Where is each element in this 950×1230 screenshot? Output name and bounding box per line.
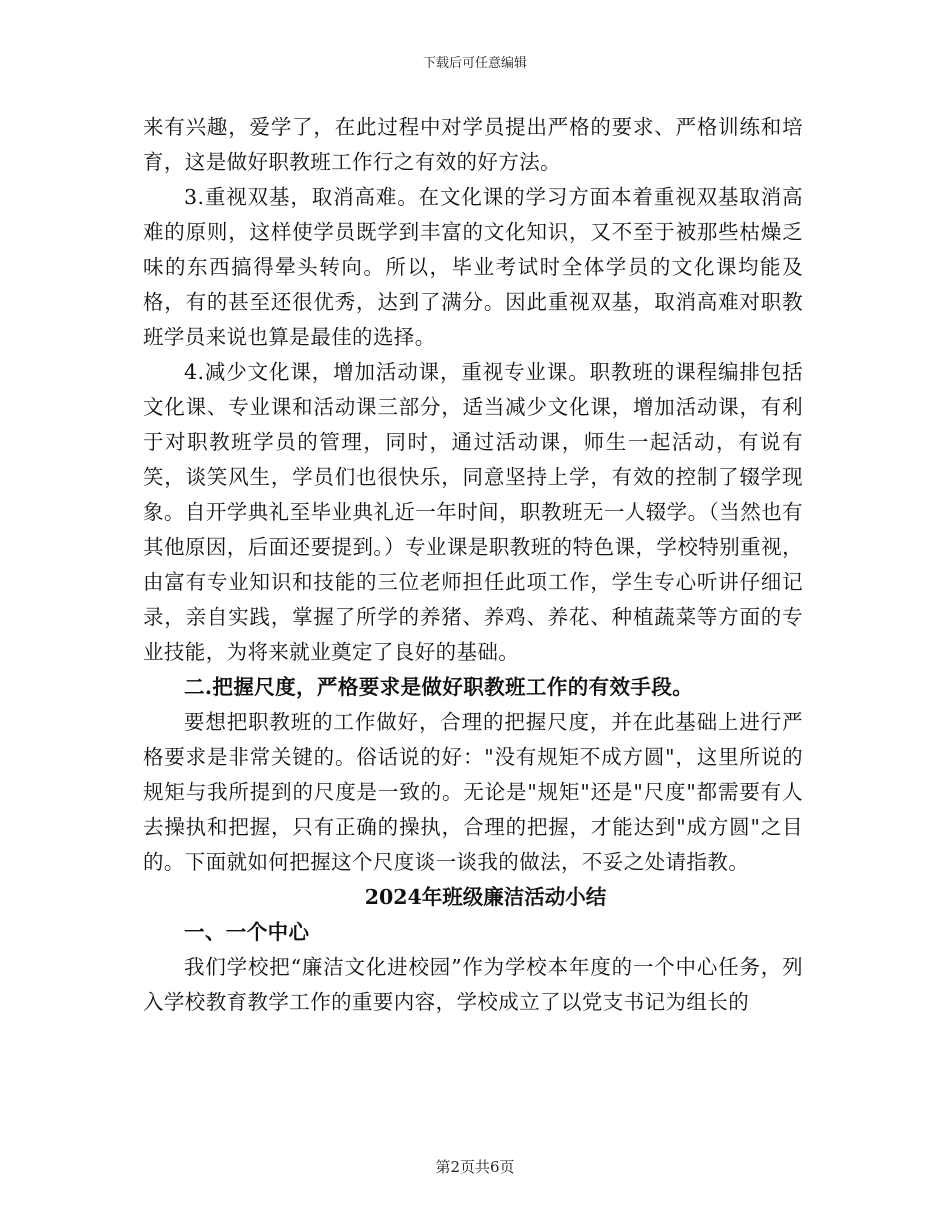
article-body: 我们学校把“廉洁文化进校园”作为学校本年度的一个中心任务，列入学校教育教学工作的重要内容，学校成立了以党支书记为组长的 — [143, 955, 803, 1014]
paragraph-continuation: 来有兴趣，爱学了，在此过程中对学员提出严格的要求、严格训练和培育，这是做好职教班工作行之有效的好方法。 — [143, 115, 803, 174]
paragraph-point-3: 3.重视双基，取消高难。在文化课的学习方面本着重视双基取消高难的原则，这样使学员既学到丰富的文化知识，又不至于被那些枯燥乏味的东西搞得晕头转向。所以，毕业考试时全体学员的文化课均能及格，有的甚至还很优秀，达到了满分。因此重视双基，取消高难对职教班学员来说也算是最佳的选择。 — [143, 185, 803, 349]
article-subheading: 一、一个中心 — [184, 920, 310, 944]
section-heading-2: 二.把握尺度，严格要求是做好职教班工作的有效手段。 — [184, 675, 694, 699]
page-number: 第2页共6页 — [435, 1158, 515, 1176]
section-2-body: 要想把职教班的工作做好，合理的把握尺度，并在此基础上进行严格要求是非常关键的。俗话说的好："没有规矩不成方圆"，这里所说的规矩与我所提到的尺度是一致的。无论是"规矩"还是"尺度"都需要有人去操执和把握，只有正确的操执，合理的把握，才能达到"成方圆"之目的。下面就如何把握这个尺度谈一谈我的做法，不妥之处请指教。 — [143, 710, 803, 874]
page-header-note: 下载后可任意编辑 — [422, 56, 527, 71]
paragraph-point-4: 4.减少文化课，增加活动课，重视专业课。职教班的课程编排包括文化课、专业课和活动课三部分，适当减少文化课，增加活动课，有利于对职教班学员的管理，同时，通过活动课，师生一起活动，有说有笑，谈笑风生，学员们也很快乐，同意坚持上学，有效的控制了辍学现象。自开学典礼至毕业典礼近一年时间，职教班无一人辍学。（当然也有其他原因，后面还要提到。）专业课是职教班的特色课，学校特别重视，由富有专业知识和技能的三位老师担任此项工作，学生专心听讲仔细记录，亲自实践，掌握了所学的养猪、养鸡、养花、种植蔬菜等方面的专业技能，为将来就业奠定了良好的基础。 — [143, 360, 803, 664]
article-title: 2024年班级廉洁活动小结 — [364, 885, 607, 909]
document-body — [143, 110, 803, 1020]
